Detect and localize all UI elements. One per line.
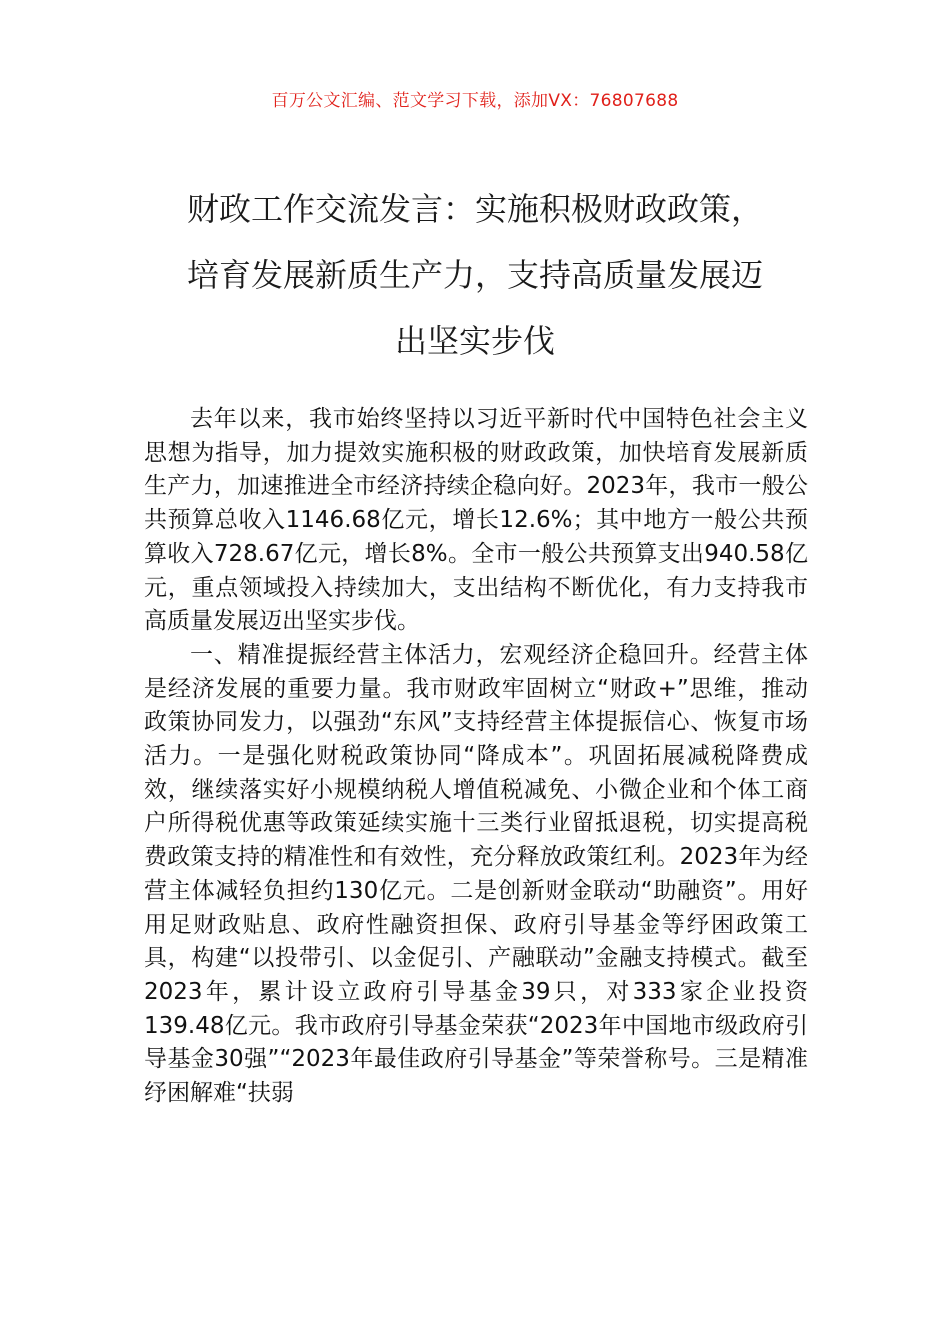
title-line: 出坚实步伐 bbox=[394, 322, 555, 360]
paragraph-section-one: 一、精准提振经营主体活力，宏观经济企稳回升。经营主体是经济发展的重要力量。我市财政牢固树立“财政+”思维，推动政策协同发力，以强劲“东风”支持经营主体提振信心、恢复市场活力。一是强化财税政策协同“降成本”。巩固拓展减税降费成效，继续落实好小规模纳税人增值税减免、小微企业和个体工商户所得税优惠等政策延续实施十三类行业留抵退税，切实提高税费政策支持的精准性和有效性，充分释放政策红利。2023年为经营主体减轻负担约130亿元。二是创新财金联动“助融资”。用好用足财政贴息、政府性融资担保、政府引导基金等纾困政策工具，构建“以投带引、以金促引、产融联动”金融支持模式。截至2023年，累计设立政府引导基金39只，对333家企业投资139.48亿元。我市政府引导基金荣获“2023年中国地市级政府引导基金30强”“2023年最佳政府引导基金”等荣誉称号。三是精准纾困解难“扶弱 bbox=[144, 641, 808, 1107]
header-note: 百万公文汇编、范文学习下载，添加VX：76807688 bbox=[271, 91, 679, 111]
document-body bbox=[144, 403, 808, 1111]
title-line: 财政工作交流发言：实施积极财政政策， bbox=[186, 190, 763, 228]
title-line: 培育发展新质生产力，支持高质量发展迈 bbox=[186, 256, 763, 294]
document-title bbox=[120, 176, 830, 374]
paragraph-intro: 去年以来，我市始终坚持以习近平新时代中国特色社会主义思想为指导，加力提效实施积极的财政政策，加快培育发展新质生产力，加速推进全市经济持续企稳向好。2023年，我市一般公共预算总收入1146.68亿元，增长12.6%；其中地方一般公共预算收入728.67亿元，增长8%。全市一般公共预算支出940.58亿元，重点领域投入持续加大，支出结构不断优化，有力支持我市高质量发展迈出坚实步伐。 bbox=[144, 406, 808, 635]
